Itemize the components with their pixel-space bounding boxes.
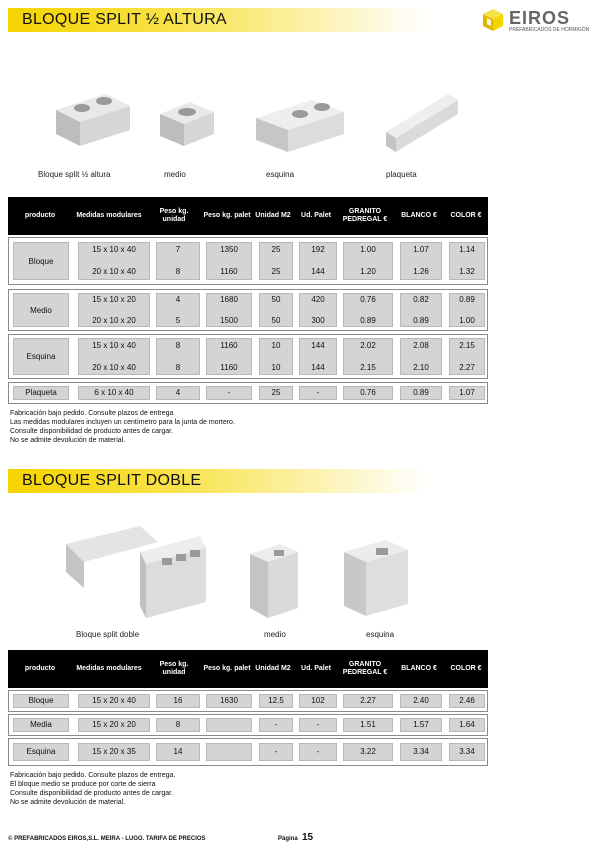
- section-title-bar: [8, 469, 428, 493]
- table-row-group: [8, 382, 488, 404]
- footer-text: © PREFABRICADOS EIROS,S.L. MEIRA - LUGO. TARIFA DE PRECIOS: [8, 836, 206, 842]
- cube-logo-icon: [482, 8, 504, 32]
- ud-pallet-value: 300: [311, 316, 325, 325]
- unit-m2-value: 25: [271, 245, 281, 254]
- product-label: medio: [264, 630, 286, 639]
- product-label: esquina: [266, 170, 295, 179]
- price-granito: 2.15: [360, 363, 376, 372]
- table-row: [8, 738, 488, 766]
- product-label: esquina: [366, 630, 395, 639]
- price-color: 1.07: [459, 388, 475, 397]
- measure-value: 6 x 10 x 40: [94, 388, 134, 397]
- price-blanco: 3.34: [413, 747, 429, 756]
- page-number: 15: [302, 832, 314, 843]
- product-name: Bloque: [28, 696, 54, 705]
- unit-m2-value: 12.5: [268, 696, 284, 705]
- price-blanco: 1.57: [413, 720, 429, 729]
- unit-m2-value: 10: [271, 341, 281, 350]
- bloque-split-doble-image: [60, 522, 210, 624]
- header-unidad-m2: Unidad M2: [255, 665, 291, 672]
- section-title: BLOQUE SPLIT DOBLE: [22, 472, 202, 489]
- weight-pallet-value: 1160: [220, 267, 238, 276]
- note-line: Las medidas modulares incluyen un centímetro para la junta de mortero.: [10, 419, 235, 426]
- note-line: No se admite devolución de material.: [10, 437, 126, 444]
- ud-pallet-value: -: [316, 720, 320, 729]
- esquina-image: [250, 94, 350, 156]
- header-color: COLOR €: [450, 665, 482, 672]
- weight-unit-value: 5: [175, 316, 181, 325]
- price-granito: 3.22: [360, 747, 376, 756]
- price-color: 2.27: [459, 363, 475, 372]
- section-title: BLOQUE SPLIT ½ ALTURA: [22, 11, 227, 28]
- price-blanco: 0.89: [413, 388, 429, 397]
- note-line: Fabricación bajo pedido. Consulte plazos de entrega.: [10, 772, 176, 779]
- esquina-doble-image: [340, 536, 414, 622]
- header-peso-palet: Peso kg. palet: [203, 665, 251, 672]
- ud-pallet-value: 144: [311, 363, 325, 372]
- weight-unit-value: 8: [175, 341, 181, 350]
- header-color: COLOR €: [450, 212, 482, 219]
- ud-pallet-value: 420: [311, 295, 325, 304]
- price-color: 1.64: [459, 720, 475, 729]
- price-color: 1.32: [459, 267, 475, 276]
- price-blanco: 2.40: [413, 696, 429, 705]
- price-granito: 1.51: [360, 720, 376, 729]
- price-table: [8, 650, 488, 768]
- note-line: Consulte disponibilidad de producto antes de cargar.: [10, 790, 174, 797]
- section-title-bar: [8, 8, 428, 32]
- header-granito: GRANITO PEDREGAL €: [342, 208, 388, 223]
- price-color: 0.89: [459, 295, 475, 304]
- weight-pallet-value: 1630: [220, 696, 238, 705]
- header-peso-palet: Peso kg. palet: [203, 212, 251, 219]
- header-medidas: Medidas modulares: [76, 212, 142, 219]
- weight-unit-value: 7: [175, 245, 181, 254]
- weight-unit-value: 4: [175, 388, 181, 397]
- measure-value: 15 x 10 x 40: [92, 245, 136, 254]
- medio-doble-image: [246, 540, 302, 622]
- note-line: El bloque medio se produce por corte de sierra: [10, 781, 156, 788]
- unit-m2-value: 25: [271, 267, 281, 276]
- header-unidad-m2: Unidad M2: [255, 212, 291, 219]
- header-producto: producto: [24, 212, 56, 219]
- price-blanco: 1.26: [413, 267, 429, 276]
- weight-unit-value: 4: [175, 295, 181, 304]
- header-ud-palet: Ud. Palet: [301, 212, 331, 219]
- product-label: medio: [164, 170, 186, 179]
- table-header: [8, 650, 488, 688]
- weight-unit-value: 14: [173, 747, 183, 756]
- price-color: 1.14: [459, 245, 475, 254]
- header-ud-palet: Ud. Palet: [301, 665, 331, 672]
- price-granito: 0.76: [360, 295, 376, 304]
- measure-value: 15 x 20 x 20: [92, 720, 136, 729]
- measure-value: 20 x 10 x 40: [92, 363, 136, 372]
- ud-pallet-value: 144: [311, 267, 325, 276]
- unit-m2-value: -: [274, 720, 278, 729]
- measure-value: 20 x 10 x 20: [92, 316, 136, 325]
- header-peso-unidad: Peso kg. unidad: [159, 661, 189, 676]
- table-row-group: [8, 237, 488, 285]
- price-color: 1.00: [459, 316, 475, 325]
- measure-value: 15 x 10 x 20: [92, 295, 136, 304]
- weight-pallet-value: 1160: [220, 363, 238, 372]
- product-label: Bloque split ½ altura: [38, 170, 111, 179]
- unit-m2-value: 10: [271, 363, 281, 372]
- header-medidas: Medidas modulares: [76, 665, 142, 672]
- weight-pallet-value: 1680: [220, 295, 238, 304]
- weight-unit-value: 16: [173, 696, 183, 705]
- price-granito: 2.27: [360, 696, 376, 705]
- weight-unit-value: 8: [175, 363, 181, 372]
- eiros-logo: [482, 8, 592, 34]
- header-granito: GRANITO PEDREGAL €: [342, 661, 388, 676]
- brand-tagline: PREFABRICADOS DE HORMIGÓN: [509, 27, 590, 33]
- price-table: [8, 197, 488, 407]
- bloque-split-half-image: [48, 90, 134, 150]
- price-granito: 0.76: [360, 388, 376, 397]
- product-name: Media: [30, 720, 52, 729]
- measure-value: 20 x 10 x 40: [92, 267, 136, 276]
- weight-pallet-value: -: [227, 388, 231, 397]
- measure-value: 15 x 20 x 35: [92, 747, 136, 756]
- weight-unit-value: 8: [175, 720, 181, 729]
- price-granito: 1.20: [360, 267, 376, 276]
- product-name: Medio: [30, 306, 52, 315]
- table-row: [8, 714, 488, 736]
- price-blanco: 2.08: [413, 341, 429, 350]
- measure-value: 15 x 20 x 40: [92, 696, 136, 705]
- product-name: Plaqueta: [25, 388, 57, 397]
- plaqueta-image: [382, 88, 462, 156]
- table-row-group: [8, 334, 488, 379]
- price-blanco: 2.10: [413, 363, 429, 372]
- price-blanco: 0.89: [413, 316, 429, 325]
- price-blanco: 0.82: [413, 295, 429, 304]
- weight-unit-value: 8: [175, 267, 181, 276]
- header-blanco: BLANCO €: [401, 212, 437, 219]
- product-name: Bloque: [28, 257, 54, 266]
- weight-pallet-value: 1350: [220, 245, 238, 254]
- header-blanco: BLANCO €: [401, 665, 437, 672]
- price-granito: 2.02: [360, 341, 376, 350]
- ud-pallet-value: 144: [311, 341, 325, 350]
- table-row-group: [8, 289, 488, 331]
- ud-pallet-value: -: [316, 388, 320, 397]
- table-row: [8, 690, 488, 712]
- page-label: Página: [278, 836, 298, 842]
- unit-m2-value: 25: [271, 388, 281, 397]
- price-color: 2.46: [459, 696, 475, 705]
- price-granito: 0.89: [360, 316, 376, 325]
- unit-m2-value: 50: [271, 316, 281, 325]
- product-name: Esquina: [26, 352, 56, 361]
- header-producto: producto: [24, 665, 56, 672]
- weight-pallet-value: 1160: [220, 341, 238, 350]
- note-line: Consulte disponibilidad de producto antes de cargar.: [10, 428, 174, 435]
- price-blanco: 1.07: [413, 245, 429, 254]
- ud-pallet-value: -: [316, 747, 320, 756]
- ud-pallet-value: 102: [311, 696, 325, 705]
- product-label: Bloque split doble: [76, 630, 140, 639]
- header-peso-unidad: Peso kg. unidad: [159, 208, 189, 223]
- product-label: plaqueta: [386, 170, 417, 179]
- price-color: 2.15: [459, 341, 475, 350]
- weight-pallet-value: 1500: [220, 316, 238, 325]
- product-name: Esquina: [26, 747, 56, 756]
- price-color: 3.34: [459, 747, 475, 756]
- table-header: [8, 197, 488, 235]
- medio-image: [154, 96, 220, 150]
- brand-name: EIROS: [509, 8, 571, 28]
- ud-pallet-value: 192: [311, 245, 325, 254]
- price-granito: 1.00: [360, 245, 376, 254]
- measure-value: 15 x 10 x 40: [92, 341, 136, 350]
- note-line: Fabricación bajo pedido. Consulte plazos de entrega: [10, 410, 174, 417]
- note-line: No se admite devolución de material.: [10, 799, 126, 806]
- unit-m2-value: 50: [271, 295, 281, 304]
- unit-m2-value: -: [274, 747, 278, 756]
